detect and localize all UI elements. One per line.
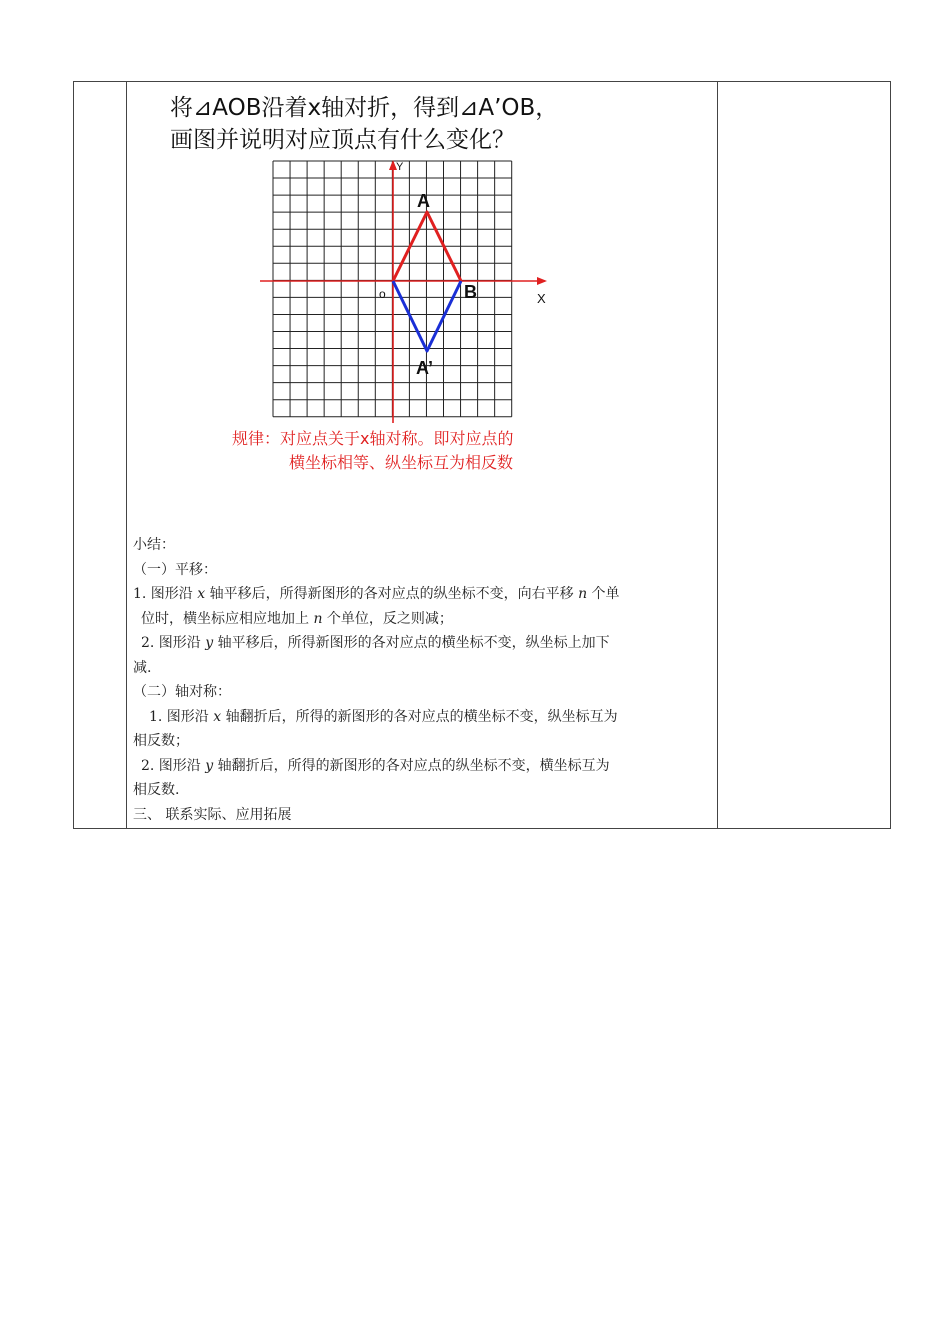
label-b: B <box>464 282 477 302</box>
s1-item1-text-b: 轴平移后，所得新图形的各对应点的纵坐标不变，向右平移 <box>205 586 579 602</box>
label-y-axis: Y <box>396 161 404 173</box>
summary-block <box>133 533 713 827</box>
coordinate-figure <box>255 158 555 428</box>
s2-item2-text-a: 2. 图形沿 <box>141 757 206 774</box>
rule-line-1: 规律：对应点关于x轴对称。即对应点的 <box>232 429 514 448</box>
label-origin: o <box>379 287 386 301</box>
label-x-axis: X <box>537 291 546 306</box>
summary-heading: 小结： <box>133 537 175 553</box>
s1-item1-text-c: 个单 <box>587 586 620 602</box>
label-a-prime: A’ <box>416 358 434 378</box>
s1-item2-line1 <box>133 631 713 656</box>
s1-item1-var: x <box>197 586 206 602</box>
s1-item2-line2: 减. <box>133 659 152 676</box>
s1-item1-line2 <box>133 607 713 632</box>
s1-item1-line2-a: 位时，横坐标应相应地加上 <box>141 610 314 627</box>
s1-item1-line2-n: n <box>313 610 323 627</box>
s2-item1-var: x <box>213 708 222 725</box>
question-title <box>170 92 558 156</box>
rule-line-2: 横坐标相等、纵坐标互为相反数 <box>289 453 514 472</box>
s1-item1-n: n <box>578 586 588 602</box>
s2-item1-text-b: 轴翻折后，所得的新图形的各对应点的横坐标不变，纵坐标互为 <box>221 708 618 725</box>
s2-item2-line2: 相反数. <box>133 782 180 798</box>
s1-item2-text-a: 2. 图形沿 <box>141 635 206 651</box>
s1-item2-text-b: 轴平移后，所得新图形的各对应点的横坐标不变，纵坐标上加下 <box>213 635 610 651</box>
s2-item1-line2: 相反数； <box>133 733 189 749</box>
x-axis-arrow <box>537 277 547 285</box>
column-divider-2 <box>717 82 718 828</box>
s2-item2-text-b: 轴翻折后，所得的新图形的各对应点的纵坐标不变，横坐标互为 <box>213 757 610 774</box>
column-divider-1 <box>126 82 127 828</box>
s2-item2-var: y <box>205 757 214 774</box>
section2-title: （二）轴对称： <box>133 684 231 700</box>
label-a: A <box>417 191 430 211</box>
question-line-2: 画图并说明对应顶点有什么变化？ <box>170 127 515 153</box>
coordinate-grid <box>255 158 555 428</box>
s2-item2-line1 <box>133 754 713 779</box>
s1-item1-text-a: 1. 图形沿 <box>133 586 198 602</box>
s2-item1-text-a: 1. 图形沿 <box>149 708 214 725</box>
s1-item2-var: y <box>205 635 214 651</box>
question-line-1: 将⊿AOB沿着x轴对折，得到⊿A’OB， <box>170 95 559 121</box>
s1-item1-line2-b: 个单位，反之则减； <box>322 610 453 627</box>
s2-item1-line1 <box>133 705 713 730</box>
triangle-a-prime-ob <box>393 281 461 351</box>
s1-item1-line1 <box>133 582 713 607</box>
section1-title: （一）平移： <box>133 561 217 578</box>
section3-title: 三、 联系实际、应用拓展 <box>133 806 292 823</box>
